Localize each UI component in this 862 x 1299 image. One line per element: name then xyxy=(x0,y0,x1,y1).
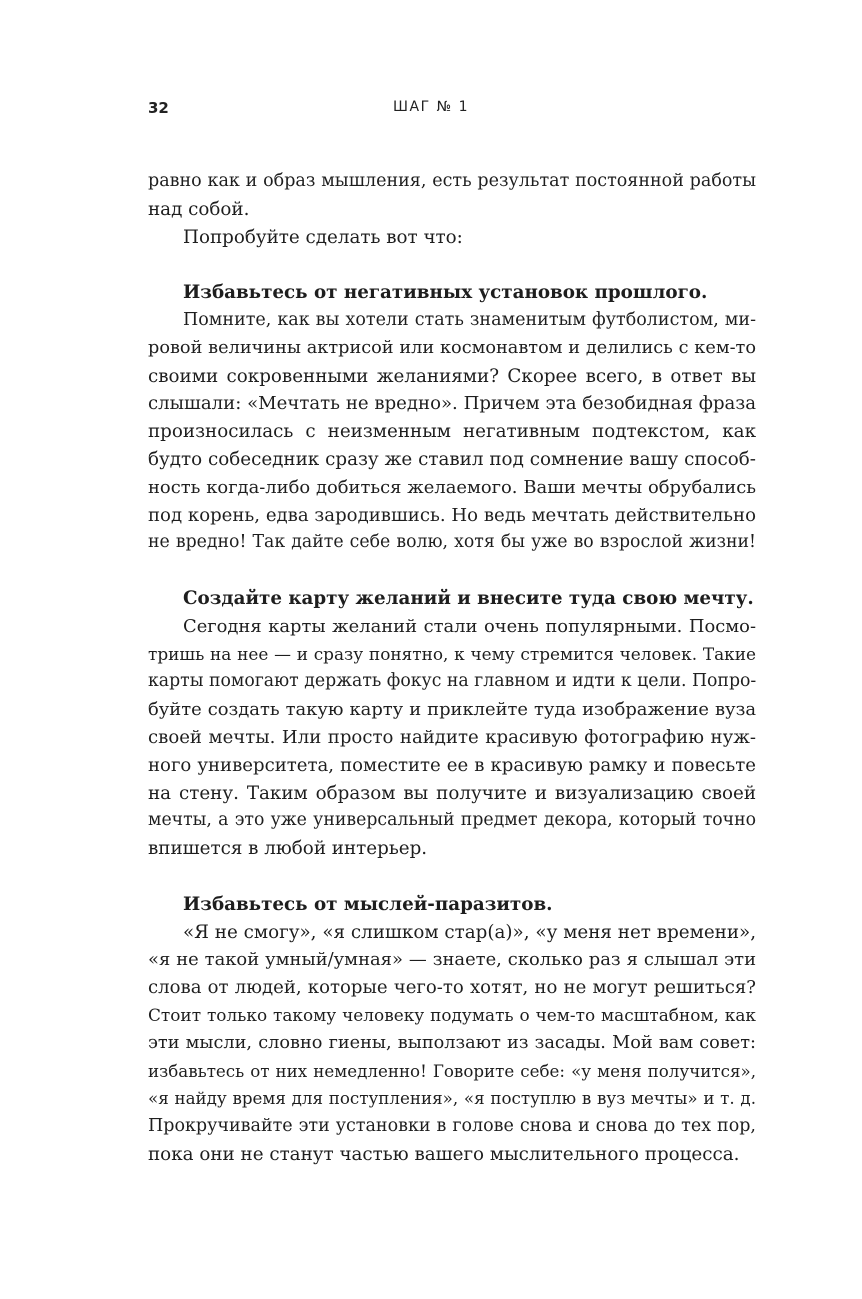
text-line: своей мечты. Или просто найдите красивую фотографию нуж- xyxy=(148,726,756,748)
text-line: «Я не смогу», «я слишком стар(а)», «у меня нет времени», xyxy=(183,921,756,943)
body-text xyxy=(148,168,756,1169)
page-number: 32 xyxy=(148,99,169,117)
text-line: Помните, как вы хотели стать знаменитым футболистом, ми- xyxy=(183,309,756,330)
running-header: ШАГ № 1 xyxy=(393,99,469,115)
text-line: избавьтесь от них немедленно! Говорите себе: «у меня получится», xyxy=(148,1060,756,1081)
text-line: над собой. xyxy=(148,198,250,220)
text-line: на стену. Таким образом вы получите и визуализацию своей xyxy=(148,782,756,804)
section-heading: Создайте карту желаний и внесите туда свою мечту. xyxy=(183,587,754,609)
text-line: Прокручивайте эти установки в голове снова и снова до тех пор, xyxy=(148,1116,756,1137)
text-line: карты помогают держать фокус на главном и идти к цели. Попро- xyxy=(148,671,757,692)
text-line: слова от людей, которые чего-то хотят, но не могут решиться? xyxy=(148,977,756,999)
text-line: не вредно! Так дайте себе волю, хотя бы уже во взрослой жизни! xyxy=(148,532,756,553)
text-line: тришь на нее — и сразу понятно, к чему стремится человек. Такие xyxy=(148,643,756,664)
text-line: своими сокровенными желаниями? Скорее всего, в ответ вы xyxy=(148,365,756,387)
text-line: мечты, а это уже универсальный предмет декора, который точно xyxy=(148,810,756,831)
text-line: впишется в любой интерьер. xyxy=(148,838,428,860)
text-line: Стоит только такому человеку подумать о чем-то масштабном, как xyxy=(148,1004,756,1025)
text-line: «я найду время для поступления», «я поступлю в вуз мечты» и т. д. xyxy=(148,1088,756,1109)
text-line: равно как и образ мышления, есть результат постоянной работы xyxy=(148,171,756,191)
text-line: Сегодня карты желаний стали очень популярными. Посмо- xyxy=(183,615,756,637)
text-line: «я не такой умный/умная» — знаете, сколько раз я слышал эти xyxy=(148,949,756,971)
section-heading: Избавьтесь от негативных установок прошлого. xyxy=(183,282,708,304)
text-line: произносилась с неизменным негативным подтекстом, как xyxy=(148,421,756,443)
text-line: слышали: «Мечтать не вредно». Причем эта безобидная фраза xyxy=(148,393,756,415)
text-line: эти мысли, словно гиены, выползают из засады. Мой вам совет: xyxy=(148,1032,756,1053)
text-line: под корень, едва зародившись. Но ведь мечтать действительно xyxy=(148,504,756,526)
text-line: буйте создать такую карту и приклейте туда изображение вуза xyxy=(148,699,756,721)
text-line: будто собеседник сразу же ставил под сомнение вашу способ- xyxy=(148,448,756,470)
text-line: Попробуйте сделать вот что: xyxy=(183,226,463,248)
text-line: ность когда-либо добиться желаемого. Ваши мечты обрубались xyxy=(148,476,756,498)
section-heading: Избавьтесь от мыслей-паразитов. xyxy=(183,893,553,915)
text-line: ного университета, поместите ее в красивую рамку и повесьте xyxy=(148,754,756,776)
text-line: ровой величины актрисой или космонавтом и делились с кем-то xyxy=(148,337,756,358)
text-line: пока они не станут частью вашего мыслительного процесса. xyxy=(148,1143,740,1165)
